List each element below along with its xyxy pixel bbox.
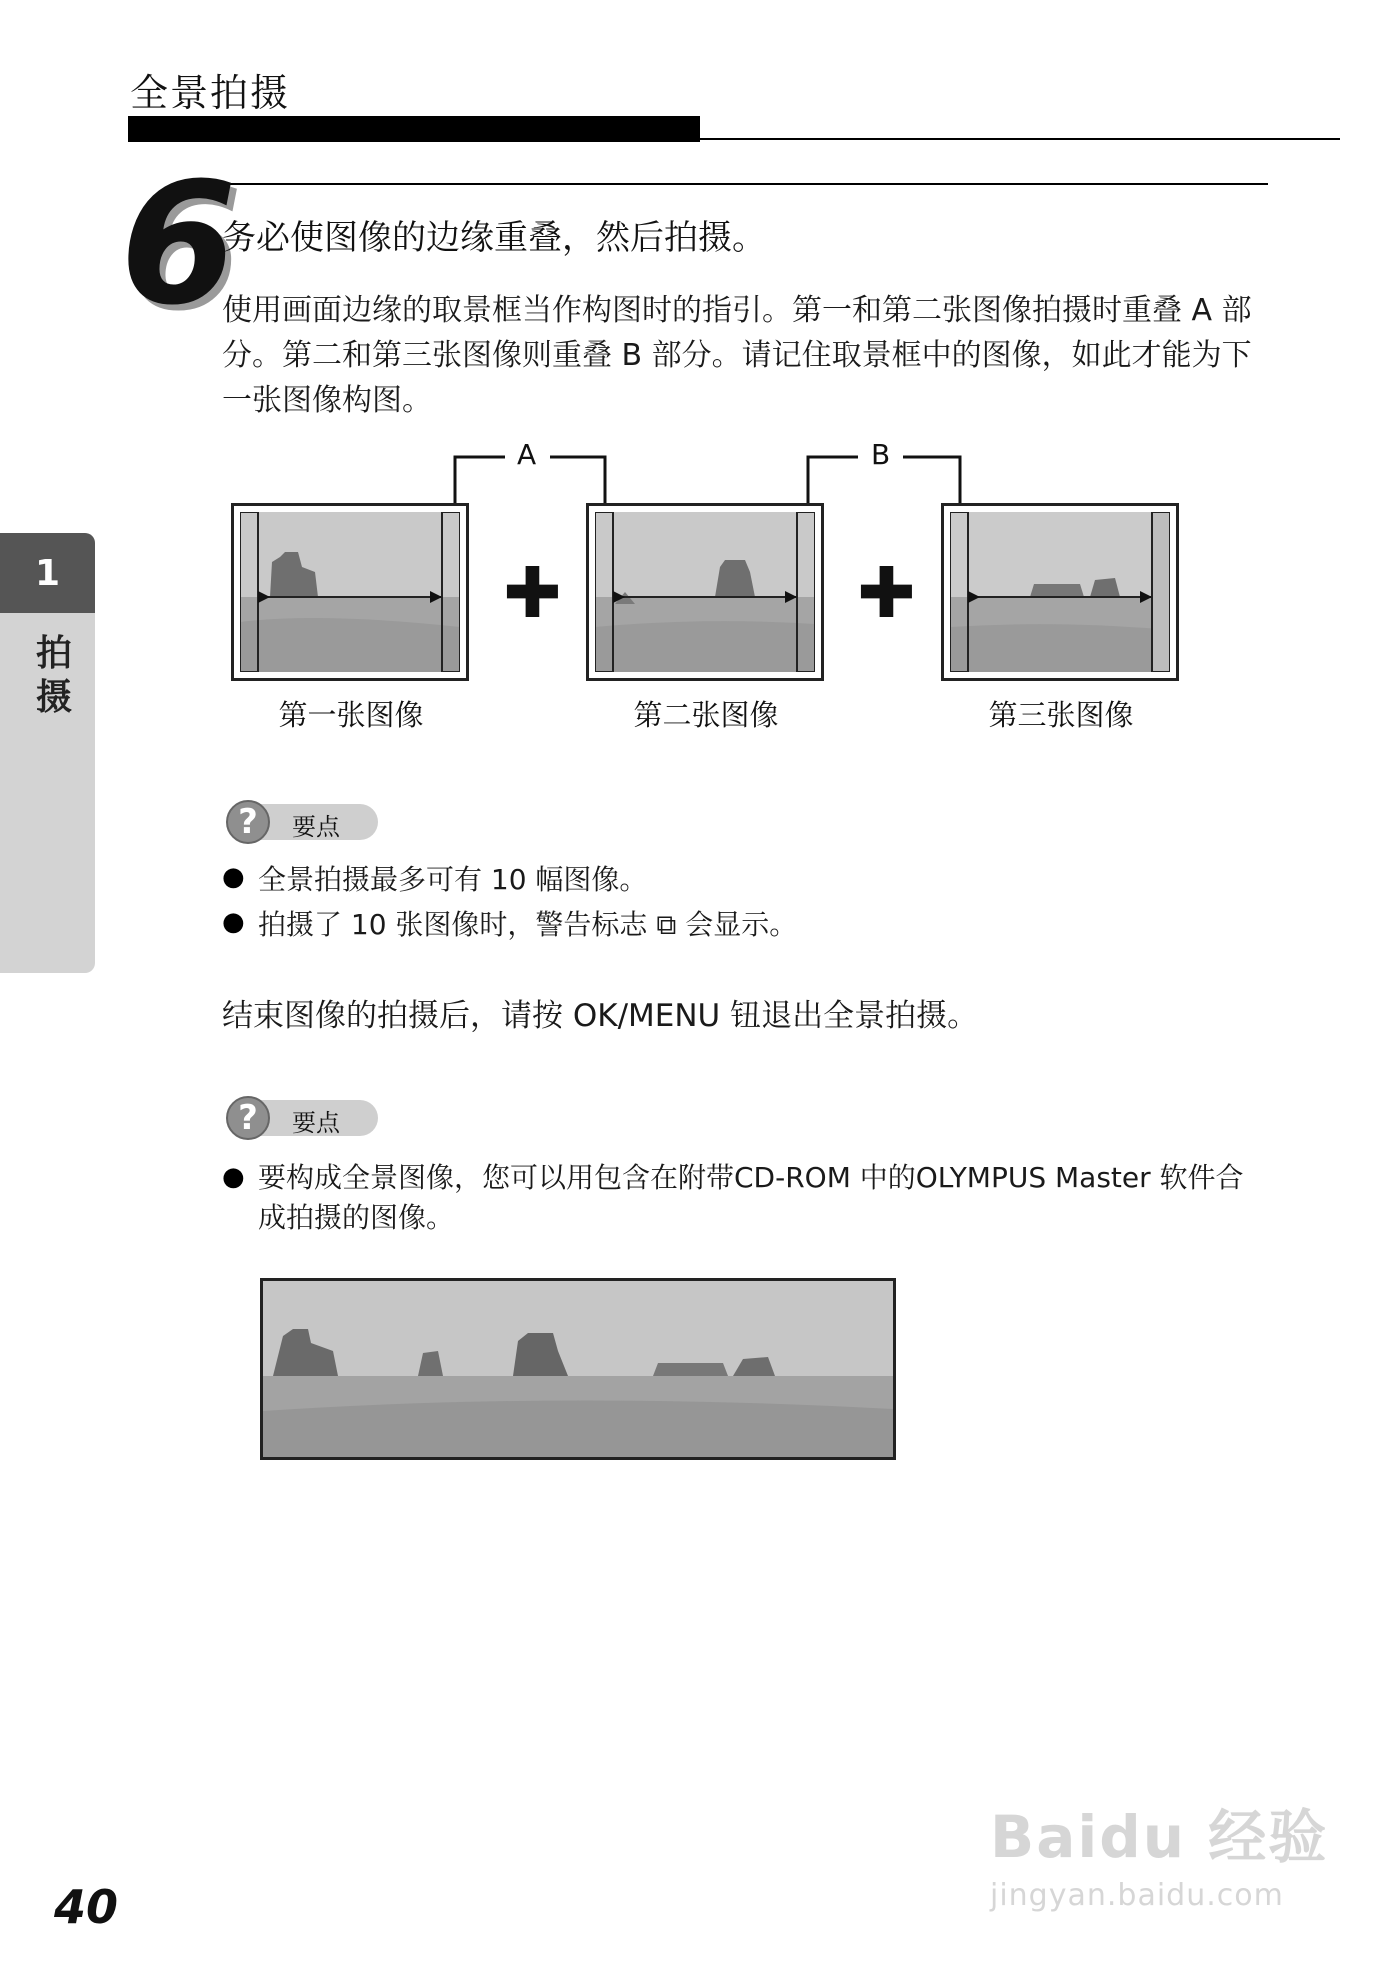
section-title: 全景拍摄: [130, 71, 291, 115]
frame-third-caption: 第三张图像: [988, 698, 1134, 732]
tip-label-2: 要点: [292, 1109, 340, 1137]
tip-1-item-2: 拍摄了 10 张图像时，警告标志 ⧉ 会显示。: [258, 908, 798, 941]
tip-label-1: 要点: [292, 813, 340, 841]
overlap-label-b: B: [871, 438, 891, 471]
frame-second-caption: 第二张图像: [633, 698, 779, 732]
exit-note: 结束图像的拍摄后，请按 OK/MENU 钮退出全景拍摄。: [222, 998, 979, 1034]
step-heading: 务必使图像的边缘重叠，然后拍摄。: [222, 218, 766, 258]
frame-third: [941, 503, 1179, 681]
overlap-label-a: A: [517, 438, 537, 471]
question-icon: ?: [226, 800, 270, 844]
step-body: 使用画面边缘的取景框当作构图时的指引。第一和第二张图像拍摄时重叠 A 部分。第二和第三张图像则重叠 B 部分。请记住取景框中的图像，如此才能为下一张图像构图。: [222, 293, 1252, 418]
tip-2-item-1: 要构成全景图像，您可以用包含在附带CD-ROM 中的OLYMPUS Master 软件合成拍摄的图像。: [258, 1161, 1244, 1234]
tip-1-item-1: 全景拍摄最多可有 10 幅图像。: [258, 863, 648, 896]
frame-first-caption: 第一张图像: [278, 698, 424, 732]
question-icon: ?: [226, 1096, 270, 1140]
frame-first: [231, 503, 469, 681]
plus-icon-1: ✚: [503, 552, 562, 634]
panorama-photo: [263, 1281, 893, 1457]
bullet-dot: ●: [222, 862, 245, 892]
panorama-image: [260, 1278, 896, 1460]
bullet-dot: ●: [222, 907, 245, 937]
frame-second: [586, 503, 824, 681]
watermark-sub: jingyan.baidu.com: [990, 1878, 1284, 1913]
page-number: 40: [54, 1880, 119, 1934]
landscape-photo-1: [240, 512, 460, 672]
chapter-label: 拍摄: [36, 633, 73, 718]
chapter-number: 1: [0, 533, 95, 613]
step-number: 6: [120, 146, 237, 342]
landscape-photo-2: [595, 512, 815, 672]
watermark-main: Baidu 经验: [990, 1803, 1329, 1871]
landscape-photo-3: [950, 512, 1170, 672]
bullet-dot: ●: [222, 1162, 245, 1192]
plus-icon-2: ✚: [857, 552, 916, 634]
watermark: [990, 1790, 1328, 1913]
